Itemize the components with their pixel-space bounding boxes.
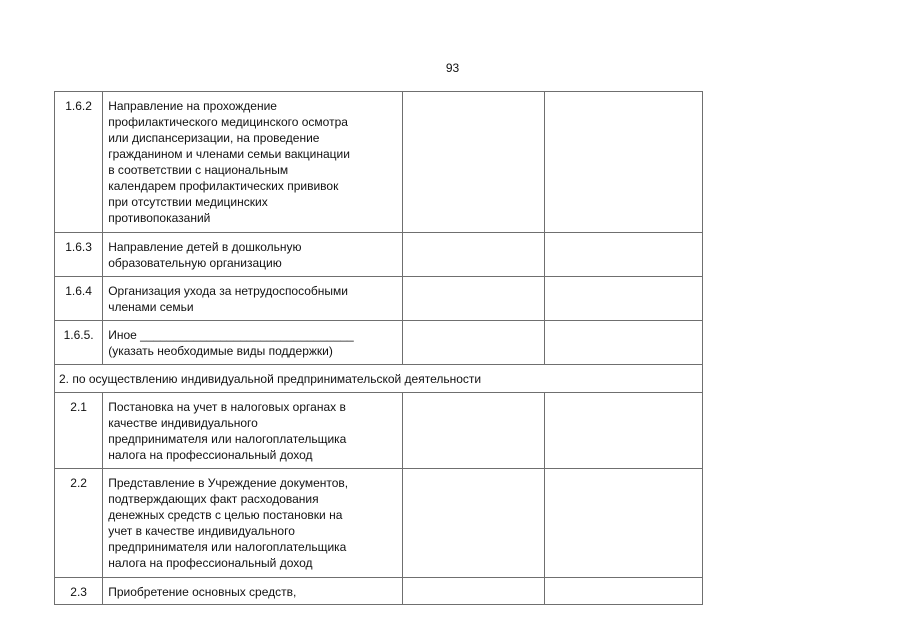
text-line: профилактического медицинского осмотра (108, 115, 348, 129)
table-row (55, 578, 703, 605)
empty-cell (545, 469, 703, 578)
text-line: денежных средств с целью постановки на (108, 508, 343, 522)
row-number: 1.6.3 (55, 233, 103, 277)
row-description (103, 321, 402, 365)
empty-cell (545, 92, 703, 233)
text-line: налога на профессиональный доход (108, 556, 313, 570)
row-number: 1.6.2 (55, 92, 103, 233)
text-line: качестве индивидуального (108, 416, 258, 430)
text-line: в соответствии с национальным (108, 163, 289, 177)
text-line: членами семьи (108, 300, 194, 314)
empty-cell (402, 321, 545, 365)
text-line: подтверждающих факт расходования (108, 492, 319, 506)
row-description (103, 233, 402, 277)
empty-cell (402, 469, 545, 578)
text-line: налога на профессиональный доход (108, 448, 313, 462)
row-description (103, 277, 402, 321)
empty-cell (402, 393, 545, 469)
row-description (103, 578, 402, 605)
table-row (55, 321, 703, 365)
text-line: Приобретение основных средств, (108, 585, 297, 599)
empty-cell (402, 92, 545, 233)
empty-cell (545, 233, 703, 277)
text-line: календарем профилактических прививок (108, 179, 339, 193)
text-line: (указать необходимые виды поддержки) (108, 344, 333, 358)
row-description (103, 469, 402, 578)
empty-cell (402, 233, 545, 277)
table-row (55, 393, 703, 469)
text-line: Организация ухода за нетрудоспособными (108, 284, 348, 298)
row-number: 1.6.4 (55, 277, 103, 321)
section-header-row (55, 365, 703, 393)
text-line: Постановка на учет в налоговых органах в (108, 400, 346, 414)
text-line: противопоказаний (108, 211, 211, 225)
row-description (103, 92, 402, 233)
table-row (55, 233, 703, 277)
text-line: при отсутствии медицинских (108, 195, 268, 209)
text-line: предпринимателя или налогоплательщика (108, 540, 347, 554)
empty-cell (402, 578, 545, 605)
text-line: Иное ________________________________ (108, 328, 354, 342)
table-row (55, 92, 703, 233)
empty-cell (545, 393, 703, 469)
text-line: Направление детей в дошкольную (108, 240, 302, 254)
text-line: образовательную организацию (108, 256, 282, 270)
text-line: гражданином и членами семьи вакцинации (108, 147, 350, 161)
row-description (103, 393, 402, 469)
section-title: 2. по осуществлению индивидуальной предпринимательской деятельности (55, 365, 703, 393)
text-line: предпринимателя или налогоплательщика (108, 432, 347, 446)
empty-cell (545, 578, 703, 605)
text-line: Представление в Учреждение документов, (108, 476, 349, 490)
support-measures-table (54, 91, 703, 605)
table-row (55, 469, 703, 578)
row-number: 2.3 (55, 578, 103, 605)
text-line: Направление на прохождение (108, 99, 277, 113)
text-line: или диспансеризации, на проведение (108, 131, 320, 145)
page-number: 93 (445, 61, 460, 75)
row-number: 1.6.5. (55, 321, 103, 365)
row-number: 2.1 (55, 393, 103, 469)
row-number: 2.2 (55, 469, 103, 578)
empty-cell (545, 277, 703, 321)
empty-cell (545, 321, 703, 365)
text-line: учет в качестве индивидуального (108, 524, 295, 538)
table-row (55, 277, 703, 321)
empty-cell (402, 277, 545, 321)
